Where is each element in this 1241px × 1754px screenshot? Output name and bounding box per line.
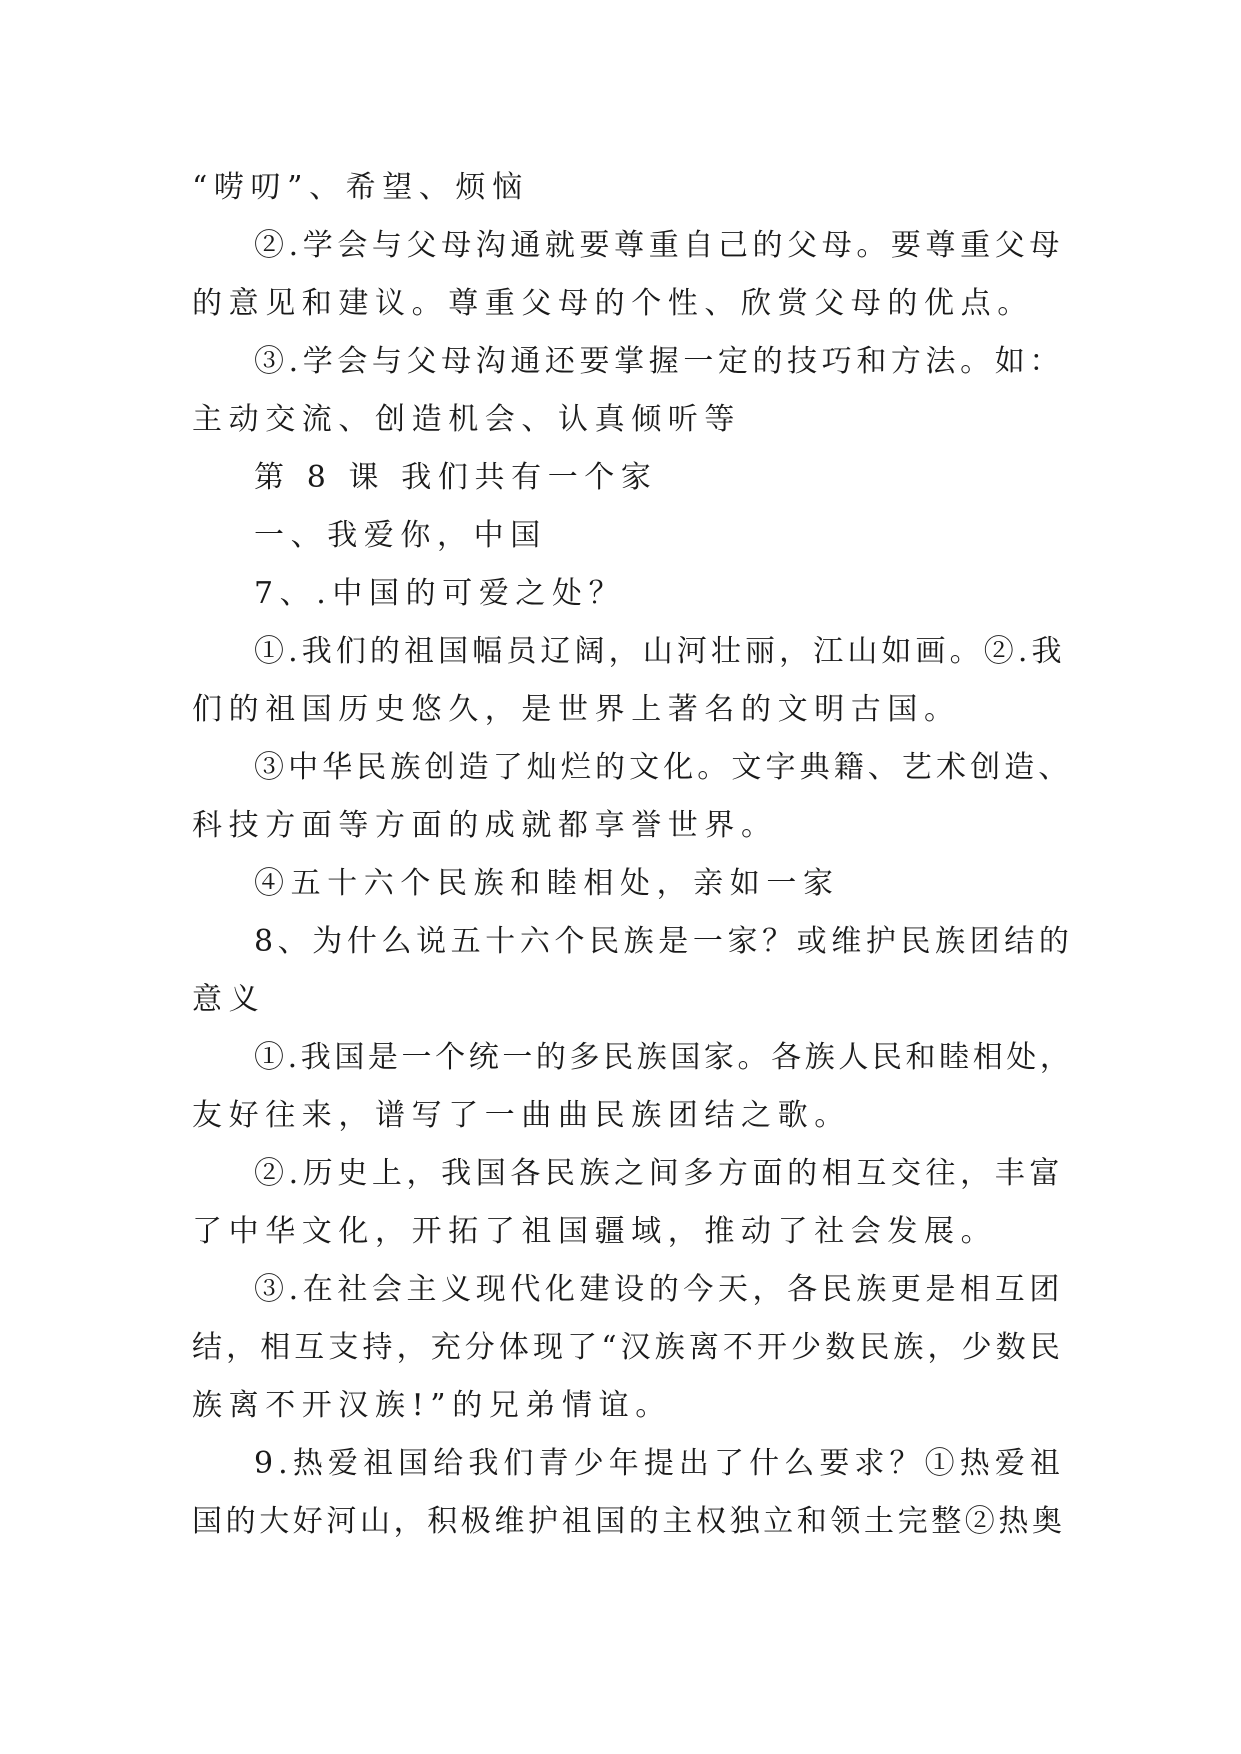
question-heading: 9.热爱祖国给我们青少年提出了什么要求？①热爱祖 [254,1446,1066,1481]
lesson-heading: 第 8 课 我们共有一个家 [254,460,658,495]
text-line: “唠叨”、希望、烦恼 [192,170,529,205]
question-heading: 7、.中国的可爱之处？ [254,576,626,611]
text-line: ④五十六个民族和睦相处，亲如一家 [254,866,840,901]
text-line: 科技方面等方面的成就都享誉世界。 [192,808,778,843]
text-line: 国的大好河山，积极维护祖国的主权独立和领土完整②热奥 [192,1504,1066,1539]
text-line: 意义 [192,982,266,1017]
text-line: ③中华民族创造了灿烂的文化。文字典籍、艺术创造、 [254,750,1073,785]
text-line: ①.我国是一个统一的多民族国家。各族人民和睦相处， [254,1040,1074,1075]
text-line: 族离不开汉族!”的兄弟情谊。 [192,1388,672,1423]
text-line: ③.在社会主义现代化建设的今天，各民族更是相互团 [254,1272,1064,1307]
section-heading: 一、我爱你，中国 [254,518,547,553]
text-line: 结，相互支持，充分体现了“汉族离不开少数民族，少数民 [192,1330,1064,1365]
text-line: ①.我们的祖国幅员辽阔，山河壮丽，江山如画。②.我 [254,634,1066,669]
question-heading: 8、为什么说五十六个民族是一家？或维护民族团结的 [254,924,1074,959]
text-line: ②.历史上，我国各民族之间多方面的相互交往，丰富 [254,1156,1064,1191]
text-line: ③.学会与父母沟通还要掌握一定的技巧和方法。如： [254,344,1064,379]
text-line: 的意见和建议。尊重父母的个性、欣赏父母的优点。 [192,286,1034,321]
text-line: 友好往来，谱写了一曲曲民族团结之歌。 [192,1098,851,1133]
text-line: 主动交流、创造机会、认真倾听等 [192,402,741,437]
text-line: 们的祖国历史悠久，是世界上著名的文明古国。 [192,692,961,727]
text-line: 了中华文化，开拓了祖国疆域，推动了社会发展。 [192,1214,998,1249]
text-line: ②.学会与父母沟通就要尊重自己的父母。要尊重父母 [254,228,1064,263]
